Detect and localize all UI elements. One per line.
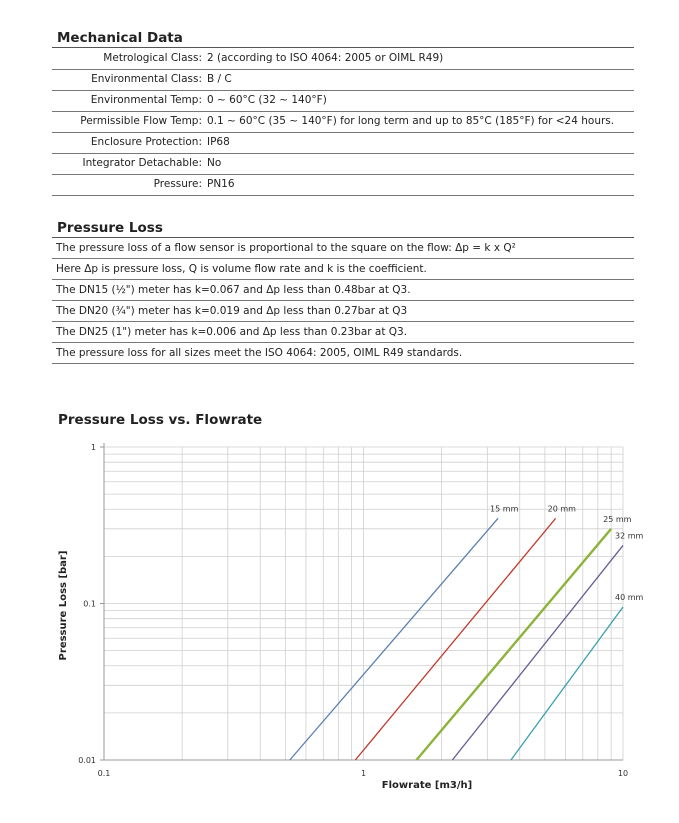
mechanical-row bbox=[52, 132, 634, 154]
chart-series-line bbox=[290, 518, 498, 760]
mechanical-row bbox=[52, 90, 634, 112]
chart-series-line bbox=[355, 518, 555, 760]
pressure-loss-line bbox=[52, 322, 634, 343]
mechanical-row-value: IP68 bbox=[207, 136, 230, 148]
chart-series-line bbox=[452, 545, 623, 760]
mechanical-row-value: 0.1 ~ 60°C (35 ~ 140°F) for long term and up to 85°C (185°F) for <24 hours. bbox=[207, 115, 615, 127]
pressure-loss-line bbox=[52, 280, 634, 301]
pressure-loss-line-text: Here Δp is pressure loss, Q is volume flow rate and k is the coefficient. bbox=[56, 263, 427, 275]
pressure-loss-line-text: The DN15 (½") meter has k=0.067 and Δp less than 0.48bar at Q3. bbox=[56, 284, 411, 296]
pressure-loss-chart bbox=[0, 400, 679, 800]
pressure-loss-line-text: The pressure loss of a flow sensor is proportional to the square on the flow: Δp = k x Q² bbox=[56, 242, 516, 254]
chart-series-line bbox=[416, 529, 611, 760]
mechanical-row-label: Enclosure Protection: bbox=[90, 136, 202, 148]
mechanical-row bbox=[52, 153, 634, 175]
pressure-loss-line bbox=[52, 343, 634, 364]
chart-y-tick-label: 0.01 bbox=[78, 756, 96, 765]
mechanical-row bbox=[52, 111, 634, 133]
mechanical-row-label: Metrological Class: bbox=[103, 52, 202, 64]
mechanical-row-value: No bbox=[207, 157, 222, 169]
pressure-loss-line bbox=[52, 259, 634, 280]
chart-x-tick-label: 10 bbox=[617, 769, 629, 778]
chart-y-axis-title: Pressure Loss [bar] bbox=[58, 550, 69, 661]
chart-series-label: 20 mm bbox=[547, 504, 576, 514]
mechanical-row-label: Integrator Detachable: bbox=[82, 157, 202, 169]
mechanical-row-value: 2 (according to ISO 4064: 2005 or OIML R49) bbox=[207, 52, 444, 64]
pressure-loss-line bbox=[52, 238, 634, 259]
chart-x-tick-label: 1 bbox=[360, 769, 367, 778]
chart-series-label: 32 mm bbox=[615, 531, 644, 541]
chart-series-label: 25 mm bbox=[603, 514, 632, 524]
pressure-loss-line-text: The DN25 (1") meter has k=0.006 and Δp less than 0.23bar at Q3. bbox=[56, 326, 408, 338]
chart-x-axis-title: Flowrate [m3/h] bbox=[381, 780, 473, 791]
pressure-loss-title: Pressure Loss bbox=[57, 220, 163, 236]
mechanical-row bbox=[52, 69, 634, 91]
mechanical-row-value: B / C bbox=[207, 73, 232, 85]
mechanical-row bbox=[52, 48, 634, 70]
chart-series-label: 15 mm bbox=[490, 504, 519, 514]
chart-y-tick-label: 0.1 bbox=[83, 599, 96, 609]
chart-x-tick-label: 0.1 bbox=[97, 769, 111, 778]
mechanical-row-label: Environmental Class: bbox=[91, 73, 202, 85]
mechanical-row-value: 0 ~ 60°C (32 ~ 140°F) bbox=[207, 94, 327, 106]
chart-series-label: 40 mm bbox=[615, 592, 644, 602]
mechanical-row bbox=[52, 174, 634, 196]
chart-series-line bbox=[511, 607, 623, 760]
pressure-loss-line bbox=[52, 301, 634, 322]
mechanical-row-label: Environmental Temp: bbox=[90, 94, 202, 106]
mechanical-data-title: Mechanical Data bbox=[57, 30, 183, 46]
chart-title: Pressure Loss vs. Flowrate bbox=[58, 412, 263, 428]
chart-y-tick-label: 1 bbox=[90, 443, 96, 452]
pressure-loss-line-text: The DN20 (¾") meter has k=0.019 and Δp less than 0.27bar at Q3 bbox=[56, 305, 408, 317]
mechanical-row-value: PN16 bbox=[207, 178, 235, 190]
mechanical-row-label: Permissible Flow Temp: bbox=[80, 115, 202, 127]
pressure-loss-line-text: The pressure loss for all sizes meet the ISO 4064: 2005, OIML R49 standards. bbox=[56, 347, 463, 359]
mechanical-row-label: Pressure: bbox=[153, 178, 202, 190]
